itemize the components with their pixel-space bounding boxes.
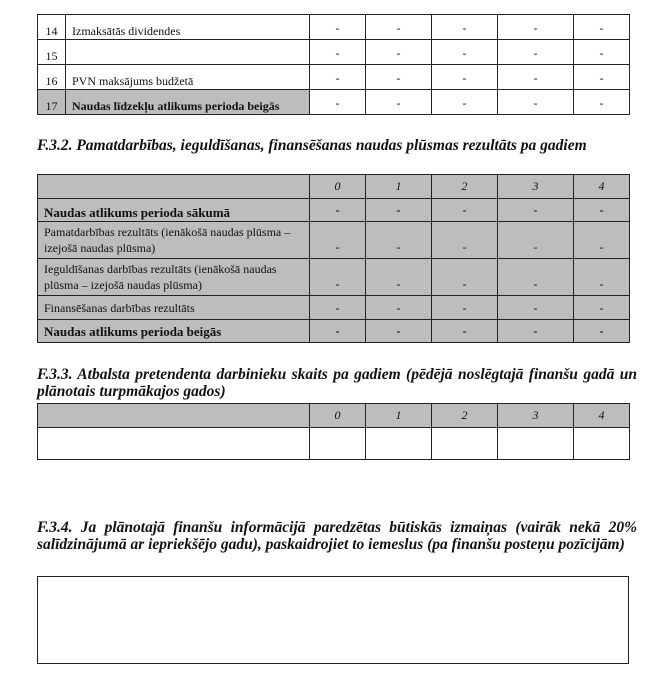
value-cell: - — [574, 199, 630, 222]
table-row — [38, 15, 630, 40]
year-header: 4 — [574, 175, 630, 199]
value-cell: - — [432, 65, 498, 90]
value-cell: - — [432, 222, 498, 259]
row-label: Naudas atlikums perioda sākumā — [38, 199, 310, 222]
value-cell: - — [498, 199, 574, 222]
value-cell: - — [432, 259, 498, 296]
value-cell: - — [498, 65, 574, 90]
year-header: 0 — [310, 175, 366, 199]
employee-count-label-cell[interactable] — [38, 428, 310, 460]
value-cell: - — [310, 296, 366, 320]
value-cell: - — [310, 90, 366, 115]
table-row — [38, 296, 630, 320]
year-header: 2 — [432, 404, 498, 428]
year-header: 1 — [366, 404, 432, 428]
year-header: 1 — [366, 175, 432, 199]
value-cell: - — [366, 320, 432, 343]
value-cell: - — [574, 296, 630, 320]
value-cell: - — [366, 199, 432, 222]
header-row — [38, 175, 630, 199]
value-cell: - — [432, 90, 498, 115]
employee-count-cell[interactable] — [498, 428, 574, 460]
year-header: 2 — [432, 175, 498, 199]
row-label: Naudas līdzekļu atlikums perioda beigās — [66, 90, 310, 115]
value-cell: - — [310, 199, 366, 222]
table-row — [38, 40, 630, 65]
row-label: PVN maksājums budžetā — [66, 65, 310, 90]
section-heading-f34: F.3.4. Ja plānotajā finanšu informācijā paredzētas būtiskās izmaiņas (vairāk nekā 20% salīdzinājumā ar iepriekšējo gadu), paskaidrojiet to iemeslus (pa finanšu posteņu pozīcijām) — [37, 519, 637, 553]
value-cell: - — [432, 320, 498, 343]
table-row — [38, 259, 630, 296]
table-row — [38, 428, 630, 460]
row-label — [66, 40, 310, 65]
value-cell: - — [432, 296, 498, 320]
value-cell: - — [432, 15, 498, 40]
section-heading-f32: F.3.2. Pamatdarbības, ieguldīšanas, finansēšanas naudas plūsmas rezultāts pa gadiem — [37, 137, 587, 154]
value-cell: - — [574, 65, 630, 90]
header-empty — [38, 404, 310, 428]
year-header: 3 — [498, 175, 574, 199]
section-heading-f33: F.3.3. Atbalsta pretendenta darbinieku skaits pa gadiem (pēdējā noslēgtajā finanšu gadā un plānotais turpmākajos gados) — [37, 366, 637, 400]
value-cell: - — [310, 222, 366, 259]
value-cell: - — [310, 259, 366, 296]
table-row — [38, 320, 630, 343]
value-cell: - — [432, 199, 498, 222]
value-cell: - — [574, 90, 630, 115]
table-row — [38, 222, 630, 259]
value-cell: - — [498, 15, 574, 40]
table-row — [38, 90, 630, 115]
value-cell: - — [498, 320, 574, 343]
value-cell: - — [366, 296, 432, 320]
header-row — [38, 404, 630, 428]
cashflow-results-table — [37, 174, 630, 343]
row-label: Izmaksātās dividendes — [66, 15, 310, 40]
employee-count-cell[interactable] — [310, 428, 366, 460]
value-cell: - — [310, 320, 366, 343]
value-cell: - — [574, 222, 630, 259]
value-cell: - — [366, 15, 432, 40]
employee-count-cell[interactable] — [574, 428, 630, 460]
year-header: 3 — [498, 404, 574, 428]
value-cell: - — [498, 259, 574, 296]
explanation-textbox[interactable] — [37, 576, 629, 664]
row-label: Finansēšanas darbības rezultāts — [38, 296, 310, 320]
row-number: 15 — [38, 40, 66, 65]
value-cell: - — [498, 40, 574, 65]
row-label: Pamatdarbības rezultāts (ienākošā naudas plūsma – izejošā naudas plūsma) — [38, 222, 310, 259]
year-header: 4 — [574, 404, 630, 428]
year-header: 0 — [310, 404, 366, 428]
value-cell: - — [366, 259, 432, 296]
value-cell: - — [432, 40, 498, 65]
employee-count-cell[interactable] — [366, 428, 432, 460]
value-cell: - — [498, 296, 574, 320]
value-cell: - — [366, 90, 432, 115]
row-number: 17 — [38, 90, 66, 115]
value-cell: - — [498, 222, 574, 259]
value-cell: - — [498, 90, 574, 115]
value-cell: - — [574, 259, 630, 296]
value-cell: - — [310, 15, 366, 40]
value-cell: - — [574, 40, 630, 65]
row-number: 16 — [38, 65, 66, 90]
row-number: 14 — [38, 15, 66, 40]
header-empty — [38, 175, 310, 199]
cashflow-table-top — [37, 14, 630, 115]
table-row — [38, 199, 630, 222]
value-cell: - — [366, 65, 432, 90]
row-label: Naudas atlikums perioda beigās — [38, 320, 310, 343]
employee-count-cell[interactable] — [432, 428, 498, 460]
value-cell: - — [366, 222, 432, 259]
value-cell: - — [574, 15, 630, 40]
value-cell: - — [574, 320, 630, 343]
row-label: Ieguldīšanas darbības rezultāts (ienākošā naudas plūsma – izejošā naudas plūsma) — [38, 259, 310, 296]
value-cell: - — [310, 65, 366, 90]
value-cell: - — [366, 40, 432, 65]
employees-table — [37, 403, 630, 460]
table-row — [38, 65, 630, 90]
value-cell: - — [310, 40, 366, 65]
